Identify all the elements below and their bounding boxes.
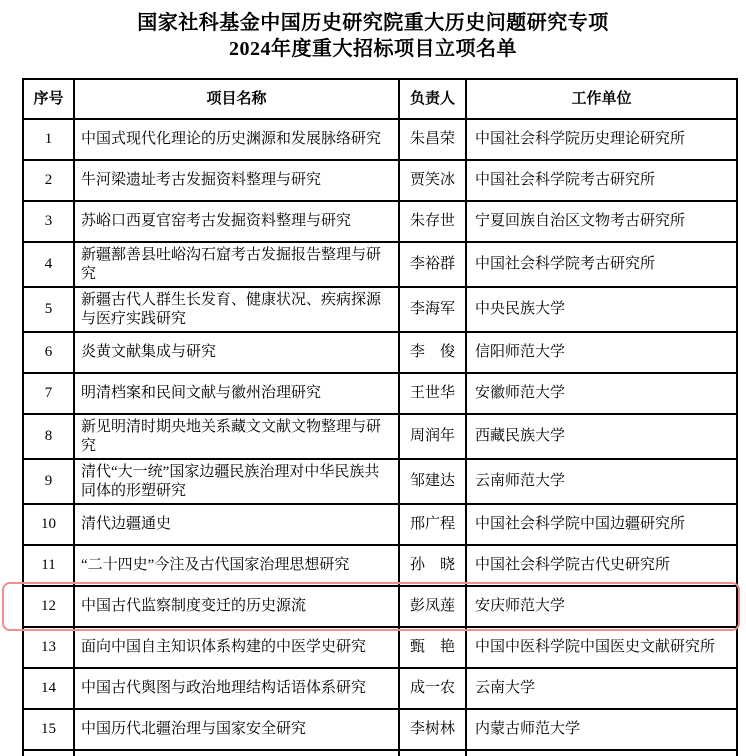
table-row bbox=[23, 459, 737, 504]
col-header-project: 项目名称 bbox=[74, 79, 399, 119]
leader-cell: 王世华 bbox=[399, 373, 466, 414]
serial-cell: 4 bbox=[23, 242, 74, 287]
serial-cell: 15 bbox=[23, 709, 74, 750]
table-row bbox=[23, 287, 737, 332]
leader-cell: 邢广程 bbox=[399, 504, 466, 545]
serial-cell: 5 bbox=[23, 287, 74, 332]
leader-cell: 朱昌荣 bbox=[399, 119, 466, 160]
title-line-1: 国家社科基金中国历史研究院重大历史问题研究专项 bbox=[137, 12, 609, 34]
project-cell: 中国历代北疆治理与国家安全研究 bbox=[74, 709, 399, 750]
org-cell: 中国中医科学院中国医史文献研究所 bbox=[466, 627, 737, 668]
project-cell: 明清档案和民间文献与徽州治理研究 bbox=[74, 373, 399, 414]
project-cell: 清代“大一统”国家边疆民族治理对中华民族共同体的形塑研究 bbox=[74, 459, 399, 504]
project-cell: 中国式现代化理论的历史渊源和发展脉络研究 bbox=[74, 119, 399, 160]
serial-cell bbox=[23, 750, 74, 756]
col-header-org: 工作单位 bbox=[466, 79, 737, 119]
table-row bbox=[23, 414, 737, 459]
org-cell: 中国社会科学院古代史研究所 bbox=[466, 545, 737, 586]
leader-cell: 李树林 bbox=[399, 709, 466, 750]
org-cell: 中央民族大学 bbox=[466, 287, 737, 332]
leader-cell: 彭凤莲 bbox=[399, 586, 466, 627]
table-row bbox=[23, 201, 737, 242]
table-row bbox=[23, 709, 737, 750]
org-cell: 云南大学 bbox=[466, 668, 737, 709]
project-cell: 中国古代舆图与政治地理结构话语体系研究 bbox=[74, 668, 399, 709]
leader-cell: 贾笑冰 bbox=[399, 160, 466, 201]
table-body bbox=[23, 119, 737, 756]
title-line-2: 2024年度重大招标项目立项名单 bbox=[229, 38, 517, 60]
serial-cell: 7 bbox=[23, 373, 74, 414]
project-cell: 新见明清时期央地关系藏文文献文物整理与研究 bbox=[74, 414, 399, 459]
project-cell: 牛河梁遗址考古发掘资料整理与研究 bbox=[74, 160, 399, 201]
table-row bbox=[23, 373, 737, 414]
table-row bbox=[23, 242, 737, 287]
col-header-leader: 负责人 bbox=[399, 79, 466, 119]
serial-cell: 1 bbox=[23, 119, 74, 160]
leader-cell: 成一农 bbox=[399, 668, 466, 709]
org-cell: 中国社会科学院中国边疆研究所 bbox=[466, 504, 737, 545]
serial-cell: 6 bbox=[23, 332, 74, 373]
table-row bbox=[23, 627, 737, 668]
serial-cell: 11 bbox=[23, 545, 74, 586]
org-cell: 中国社会科学院考古研究所 bbox=[466, 242, 737, 287]
project-cell: “二十四史”今注及古代国家治理思想研究 bbox=[74, 545, 399, 586]
org-cell: 安徽师范大学 bbox=[466, 373, 737, 414]
leader-cell: 李 俊 bbox=[399, 332, 466, 373]
serial-cell: 13 bbox=[23, 627, 74, 668]
leader-cell bbox=[399, 750, 466, 756]
project-list-table bbox=[22, 78, 738, 756]
serial-cell: 8 bbox=[23, 414, 74, 459]
leader-cell: 邹建达 bbox=[399, 459, 466, 504]
org-cell: 宁夏回族自治区文物考古研究所 bbox=[466, 201, 737, 242]
leader-cell: 周润年 bbox=[399, 414, 466, 459]
document-title bbox=[0, 10, 746, 62]
org-cell: 中国社会科学院考古研究所 bbox=[466, 160, 737, 201]
serial-cell: 3 bbox=[23, 201, 74, 242]
project-cell: 中国古代监察制度变迁的历史源流 bbox=[74, 586, 399, 627]
table-row bbox=[23, 668, 737, 709]
org-cell bbox=[466, 750, 737, 756]
leader-cell: 朱存世 bbox=[399, 201, 466, 242]
table-row-partial bbox=[23, 750, 737, 756]
table-row bbox=[23, 545, 737, 586]
org-cell: 西藏民族大学 bbox=[466, 414, 737, 459]
col-header-serial: 序号 bbox=[23, 79, 74, 119]
leader-cell: 李裕群 bbox=[399, 242, 466, 287]
leader-cell: 甄 艳 bbox=[399, 627, 466, 668]
org-cell: 中国社会科学院历史理论研究所 bbox=[466, 119, 737, 160]
project-cell: 新疆鄯善县吐峪沟石窟考古发掘报告整理与研究 bbox=[74, 242, 399, 287]
table-row bbox=[23, 119, 737, 160]
project-cell: 面向中国自主知识体系构建的中医学史研究 bbox=[74, 627, 399, 668]
org-cell: 信阳师范大学 bbox=[466, 332, 737, 373]
serial-cell: 2 bbox=[23, 160, 74, 201]
org-cell: 内蒙古师范大学 bbox=[466, 709, 737, 750]
project-cell bbox=[74, 750, 399, 756]
org-cell: 安庆师范大学 bbox=[466, 586, 737, 627]
project-cell: 新疆古代人群生长发育、健康状况、疾病探源与医疗实践研究 bbox=[74, 287, 399, 332]
project-cell: 炎黄文献集成与研究 bbox=[74, 332, 399, 373]
project-cell: 苏峪口西夏官窑考古发掘资料整理与研究 bbox=[74, 201, 399, 242]
project-cell: 清代边疆通史 bbox=[74, 504, 399, 545]
table-row bbox=[23, 504, 737, 545]
header-row bbox=[23, 79, 737, 119]
table-header bbox=[23, 79, 737, 119]
table-row bbox=[23, 586, 737, 627]
org-cell: 云南师范大学 bbox=[466, 459, 737, 504]
leader-cell: 孙 晓 bbox=[399, 545, 466, 586]
serial-cell: 14 bbox=[23, 668, 74, 709]
serial-cell: 9 bbox=[23, 459, 74, 504]
table-row bbox=[23, 160, 737, 201]
table-row bbox=[23, 332, 737, 373]
serial-cell: 10 bbox=[23, 504, 74, 545]
serial-cell: 12 bbox=[23, 586, 74, 627]
leader-cell: 李海军 bbox=[399, 287, 466, 332]
